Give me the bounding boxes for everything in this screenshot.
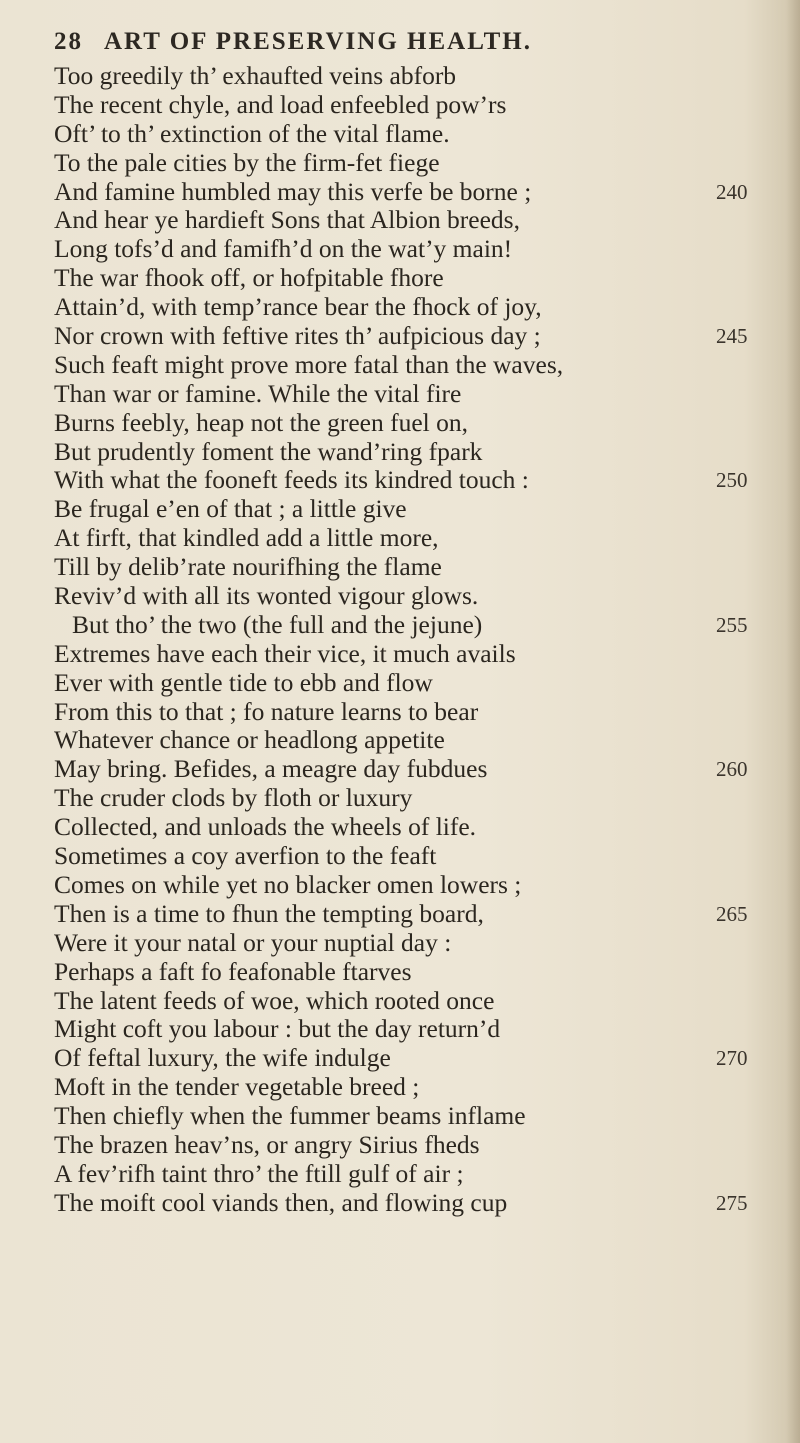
verse-text: And hear ye hardieft Sons that Albion breeds,	[54, 205, 520, 235]
poem-line	[0, 149, 800, 178]
line-number: 245	[716, 324, 748, 349]
verse-text: The latent feeds of woe, which rooted once	[54, 985, 495, 1015]
verse-text: From this to that ; fo nature learns to bear	[54, 696, 479, 726]
verse-text: Whatever chance or headlong appetite	[54, 725, 445, 755]
verse-text: The moift cool viands then, and flowing cup	[54, 1187, 508, 1217]
poem-line	[0, 842, 800, 871]
verse-text: Burns feebly, heap not the green fuel on,	[54, 407, 469, 437]
verse-text: Comes on while yet no blacker omen lowers ;	[54, 869, 522, 899]
verse-text: May bring. Befides, a meagre day fubdues	[54, 754, 488, 784]
poem-line	[0, 929, 800, 958]
poem-line	[0, 611, 800, 640]
verse-text: Then is a time to fhun the tempting board,	[54, 898, 484, 928]
poem-line	[0, 1073, 800, 1102]
poem-line	[0, 553, 800, 582]
verse-text: Than war or famine. While the vital fire	[54, 378, 462, 408]
verse-text: Extremes have each their vice, it much avails	[54, 638, 516, 668]
verse-text: To the pale cities by the firm-fet fiege	[54, 147, 440, 177]
verse-text: Long tofs’d and famifh’d on the wat’y main!	[54, 234, 513, 264]
verse-text: The recent chyle, and load enfeebled pow’rs	[54, 89, 507, 119]
verse-text: At firft, that kindled add a little more,	[54, 523, 439, 553]
poem-line	[0, 1131, 800, 1160]
verse-text: Be frugal e’en of that ; a little give	[54, 494, 407, 524]
poem-line	[0, 91, 800, 120]
poem-line	[0, 987, 800, 1016]
poem-line	[0, 784, 800, 813]
verse-text: Might coft you labour : but the day return’d	[54, 1014, 501, 1044]
line-number: 255	[716, 612, 748, 637]
verse-text: Nor crown with feftive rites th’ aufpicious day ;	[54, 321, 541, 351]
poem-line	[0, 1102, 800, 1131]
verse-text: A fev’rifh taint thro’ the ftill gulf of air ;	[54, 1158, 464, 1188]
verse-text: With what the fooneft feeds its kindred touch :	[54, 465, 529, 495]
poem-line	[0, 669, 800, 698]
line-number: 275	[716, 1190, 748, 1215]
verse-text: But tho’ the two (the full and the jejune)	[72, 609, 483, 639]
poem-line	[0, 1160, 800, 1189]
poem-line	[0, 698, 800, 727]
verse-text: Too greedily th’ exhaufted veins abforb	[54, 61, 457, 90]
verse-text: Attain’d, with temp’rance bear the fhock of joy,	[54, 292, 542, 322]
verse-text: Moft in the tender vegetable breed ;	[54, 1072, 420, 1102]
verse-text: Perhaps a faft fo feafonable ftarves	[54, 956, 412, 986]
poem-line	[0, 438, 800, 467]
line-number: 240	[716, 179, 748, 204]
poem-text	[0, 62, 800, 1218]
verse-text: The brazen heav’ns, or angry Sirius fheds	[54, 1129, 480, 1159]
line-number: 250	[716, 468, 748, 493]
verse-text: Reviv’d with all its wonted vigour glows.	[54, 581, 479, 611]
poem-line	[0, 1044, 800, 1073]
line-number: 260	[716, 757, 748, 782]
verse-text: Till by delib’rate nourifhing the flame	[54, 552, 442, 582]
verse-text: Such feaft might prove more fatal than the waves,	[54, 349, 564, 379]
verse-text: And famine humbled may this verfe be borne ;	[54, 176, 532, 206]
poem-line	[0, 582, 800, 611]
running-header	[54, 28, 674, 62]
verse-text: Oft’ to th’ extinction of the vital flame.	[54, 118, 450, 148]
line-number: 265	[716, 901, 748, 926]
poem-line	[0, 409, 800, 438]
poem-line	[0, 958, 800, 987]
page-number: 28	[54, 28, 83, 55]
poem-line	[0, 524, 800, 553]
running-title: ART OF PRESERVING HEALTH.	[104, 28, 532, 55]
poem-line	[0, 755, 800, 784]
poem-line	[0, 264, 800, 293]
poem-line	[0, 726, 800, 755]
poem-line	[0, 178, 800, 207]
poem-line	[0, 322, 800, 351]
poem-line	[0, 293, 800, 322]
poem-line	[0, 235, 800, 264]
poem-line	[0, 900, 800, 929]
poem-line	[0, 871, 800, 900]
poem-line	[0, 206, 800, 235]
verse-text: The cruder clods by floth or luxury	[54, 783, 413, 813]
poem-line	[0, 120, 800, 149]
verse-text: But prudently foment the wand’ring fpark	[54, 436, 483, 466]
poem-line	[0, 351, 800, 380]
poem-line	[0, 495, 800, 524]
poem-line	[0, 62, 800, 91]
poem-line	[0, 466, 800, 495]
verse-text: Collected, and unloads the wheels of life.	[54, 812, 477, 842]
poem-line	[0, 1189, 800, 1218]
verse-text: Of feftal luxury, the wife indulge	[54, 1043, 391, 1073]
verse-text: Were it your natal or your nuptial day :	[54, 927, 452, 957]
verse-text: Then chiefly when the fummer beams inflame	[54, 1101, 526, 1131]
poem-line	[0, 1015, 800, 1044]
poem-line	[0, 380, 800, 409]
line-number: 270	[716, 1046, 748, 1071]
poem-line	[0, 813, 800, 842]
verse-text: Sometimes a coy averfion to the feaft	[54, 841, 437, 871]
verse-text: The war fhook off, or hofpitable fhore	[54, 263, 444, 293]
verse-text: Ever with gentle tide to ebb and flow	[54, 667, 433, 697]
poem-line	[0, 640, 800, 669]
